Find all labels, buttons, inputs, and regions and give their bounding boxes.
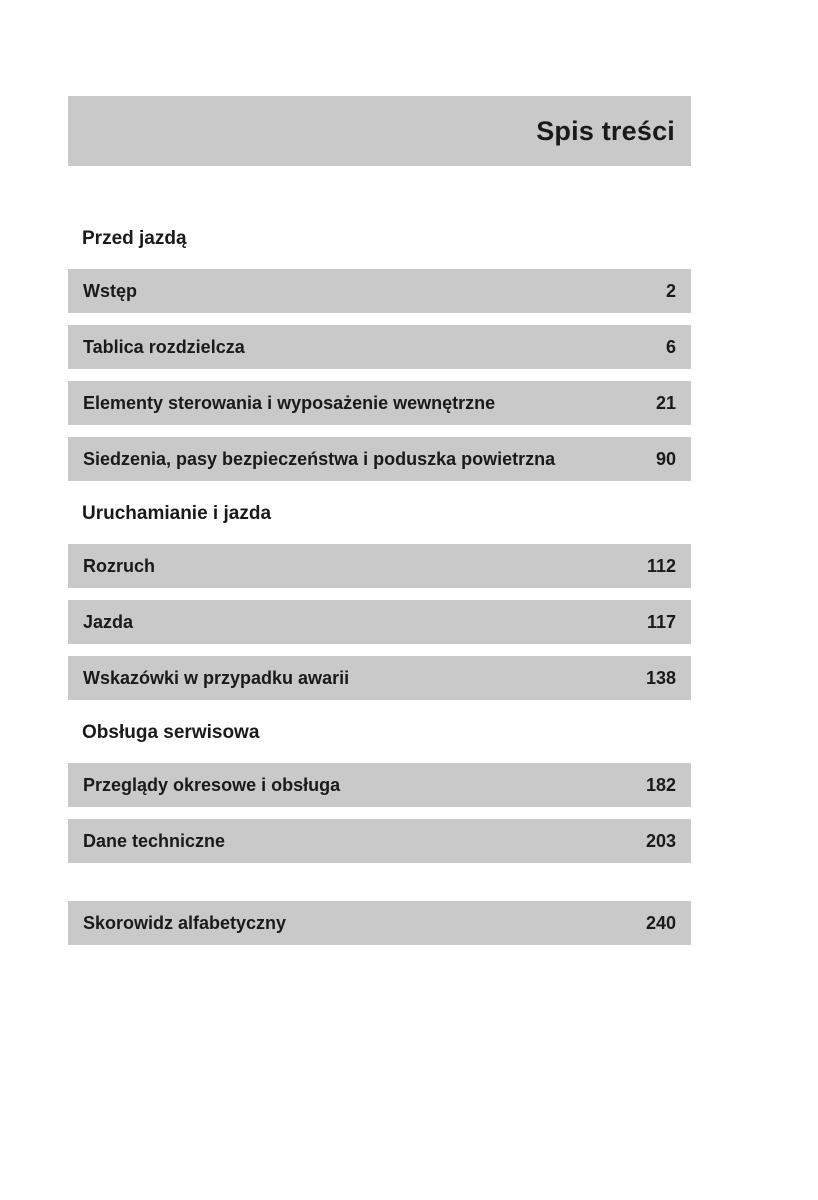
entry-label: Rozruch	[83, 555, 155, 576]
toc-entry-siedzenia-pasy	[68, 437, 691, 481]
toc-entry-rozruch	[68, 544, 691, 588]
toc-entry-wskazowki-awarii	[68, 656, 691, 700]
toc-entry-wstep	[68, 269, 691, 313]
entry-label: Tablica rozdzielcza	[83, 336, 245, 357]
entry-page-number: 203	[645, 830, 676, 851]
entry-page-number: 90	[655, 448, 676, 469]
toc-entry-skorowidz	[68, 901, 691, 945]
entry-label: Siedzenia, pasy bezpieczeństwa i poduszka powietrzna	[83, 448, 556, 469]
section-heading-obsluga: Obsługa serwisowa	[82, 722, 260, 743]
page-title: Spis treści	[536, 115, 675, 146]
entry-label: Wstęp	[83, 280, 137, 301]
entry-page-number: 240	[645, 912, 676, 933]
entry-page-number: 182	[645, 774, 676, 795]
toc-entry-przeglady-okresowe	[68, 763, 691, 807]
entry-label: Jazda	[83, 611, 134, 632]
entry-page-number: 138	[645, 667, 676, 688]
toc-entry-jazda	[68, 600, 691, 644]
section-heading-przed-jazda: Przed jazdą	[82, 228, 187, 249]
toc-content	[68, 0, 691, 957]
entry-page-number: 117	[646, 611, 676, 632]
entry-label: Wskazówki w przypadku awarii	[83, 667, 350, 688]
entry-page-number: 112	[646, 555, 676, 576]
section-heading-uruchamianie: Uruchamianie i jazda	[82, 503, 272, 524]
entry-label: Dane techniczne	[83, 830, 226, 851]
entry-label: Elementy sterowania i wyposażenie wewnętrzne	[83, 392, 496, 413]
toc-entry-dane-techniczne	[68, 819, 691, 863]
entry-label: Skorowidz alfabetyczny	[83, 912, 287, 933]
toc-entry-tablica-rozdzielcza	[68, 325, 691, 369]
title-bar	[68, 96, 691, 166]
entry-page-number: 6	[665, 336, 676, 357]
entry-page-number: 2	[665, 280, 676, 301]
toc-entry-elementy-sterowania	[68, 381, 691, 425]
entry-page-number: 21	[655, 392, 676, 413]
entry-label: Przeglądy okresowe i obsługa	[83, 774, 341, 795]
